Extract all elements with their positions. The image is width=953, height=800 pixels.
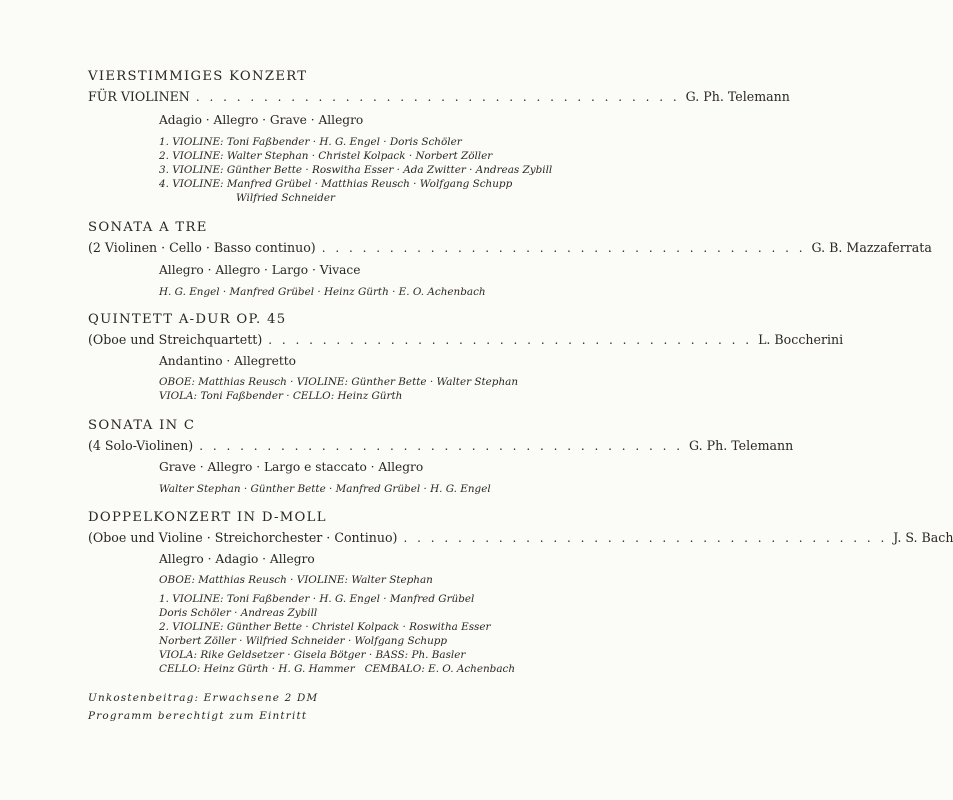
movements: Allegro · Allegro · Largo · Vivace [159, 263, 361, 277]
piece-subtitle: (4 Solo-Violinen) [88, 438, 194, 453]
composer: L. Boccherini [758, 332, 844, 347]
dot-leader: . . . . . . . . . . . . . . . . . . . . . . . . . . . . . . . . . . . . [195, 90, 680, 104]
piece-title: DOPPELKONZERT IN D-MOLL [88, 510, 327, 525]
admission-fee: Unkostenbeitrag: Erwachsene 2 DM [88, 692, 319, 704]
piece-subtitle: (Oboe und Streichquartett) [88, 332, 263, 347]
performers-line: 1. VIOLINE: Toni Faßbender · H. G. Engel · Manfred Grübel [159, 593, 475, 605]
piece-title: VIERSTIMMIGES KONZERT [88, 69, 308, 84]
performers-line: VIOLA: Toni Faßbender · CELLO: Heinz Gürth [159, 390, 403, 402]
dot-leader: . . . . . . . . . . . . . . . . . . . . . . . . . . . . . . . . . . . . [403, 531, 888, 545]
piece-line [88, 89, 790, 104]
performers-line: 1. VIOLINE: Toni Faßbender · H. G. Engel · Doris Schöler [159, 136, 462, 148]
performers-line: H. G. Engel · Manfred Grübel · Heinz Gürth · E. O. Achenbach [159, 286, 486, 298]
performers-line: CELLO: Heinz Gürth · H. G. Hammer CEMBALO: E. O. Achenbach [159, 663, 516, 675]
performers-line: Norbert Zöller · Wilfried Schneider · Wolfgang Schupp [159, 635, 448, 647]
performers-line: 4. VIOLINE: Manfred Grübel · Matthias Reusch · Wolfgang Schupp [159, 178, 513, 190]
piece-line [88, 240, 932, 255]
piece-subtitle: (Oboe und Violine · Streichorchester · Continuo) [88, 530, 398, 545]
dot-leader: . . . . . . . . . . . . . . . . . . . . . . . . . . . . . . . . . . . . [199, 439, 684, 453]
admission-note: Programm berechtigt zum Eintritt [88, 710, 308, 722]
performers-line: OBOE: Matthias Reusch · VIOLINE: Walter Stephan [159, 574, 433, 586]
movements: Adagio · Allegro · Grave · Allegro [159, 113, 364, 127]
piece-line [88, 530, 953, 545]
piece-title: QUINTETT A-DUR OP. 45 [88, 312, 287, 327]
piece-title: SONATA IN C [88, 418, 196, 433]
piece-title: SONATA A TRE [88, 220, 208, 235]
performers-line: 3. VIOLINE: Günther Bette · Roswitha Esser · Ada Zwitter · Andreas Zybill [159, 164, 553, 176]
performers-line: OBOE: Matthias Reusch · VIOLINE: Günther Bette · Walter Stephan [159, 376, 519, 388]
composer: G. B. Mazzaferrata [811, 240, 932, 255]
performers-line: Wilfried Schneider [236, 192, 335, 204]
movements: Allegro · Adagio · Allegro [159, 552, 315, 566]
piece-line [88, 438, 794, 453]
performers-line: Doris Schöler · Andreas Zybill [159, 607, 318, 619]
movements: Grave · Allegro · Largo e staccato · Allegro [159, 460, 424, 474]
piece-line [88, 332, 844, 347]
movements: Andantino · Allegretto [159, 354, 296, 368]
performers-line: VIOLA: Rike Geldsetzer · Gisela Bötger · BASS: Ph. Basler [159, 649, 466, 661]
performers-line: Walter Stephan · Günther Bette · Manfred Grübel · H. G. Engel [159, 483, 491, 495]
composer: G. Ph. Telemann [685, 89, 790, 104]
piece-subtitle: FÜR VIOLINEN [88, 89, 190, 104]
piece-subtitle: (2 Violinen · Cello · Basso continuo) [88, 240, 316, 255]
performers-line: 2. VIOLINE: Walter Stephan · Christel Kolpack · Norbert Zöller [159, 150, 493, 162]
dot-leader: . . . . . . . . . . . . . . . . . . . . . . . . . . . . . . . . . . . . [321, 241, 806, 255]
composer: G. Ph. Telemann [689, 438, 794, 453]
composer: J. S. Bach [893, 530, 953, 545]
dot-leader: . . . . . . . . . . . . . . . . . . . . . . . . . . . . . . . . . . . . [268, 333, 753, 347]
performers-line: 2. VIOLINE: Günther Bette · Christel Kolpack · Roswitha Esser [159, 621, 491, 633]
